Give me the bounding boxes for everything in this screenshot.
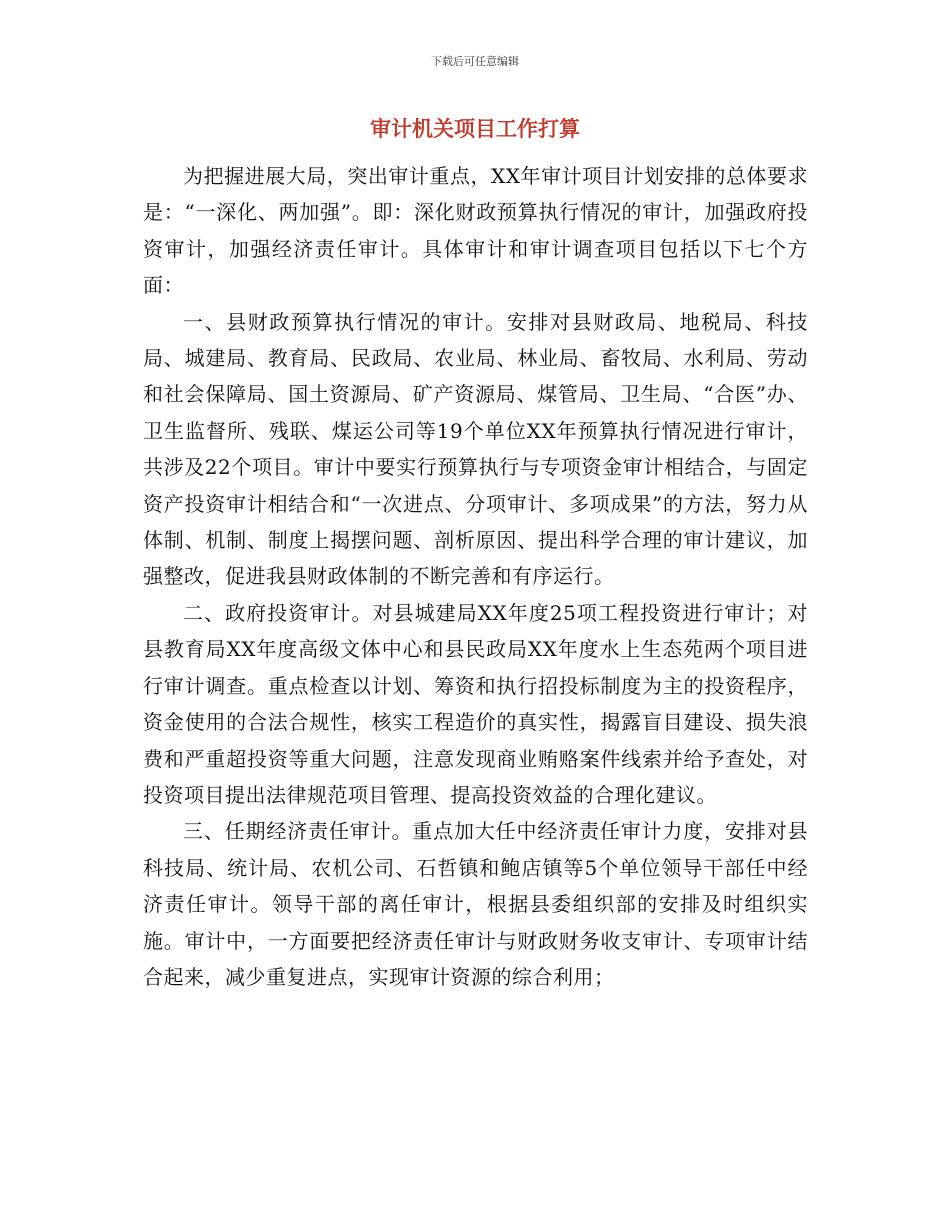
- document-body: [143, 158, 808, 995]
- paragraph-intro: 为把握进展大局，突出审计重点，XX年审计项目计划安排的总体要求是：“一深化、两加强”。即：深化财政预算执行情况的审计，加强政府投资审计，加强经济责任审计。具体审计和审计调查项目包括以下七个方面：: [143, 164, 808, 298]
- page-header-note: 下载后可任意编辑: [431, 55, 519, 68]
- paragraph-budget-audit: 一、县财政预算执行情况的审计。安排对县财政局、地税局、科技局、城建局、教育局、民政局、农业局、林业局、畜牧局、水利局、劳动和社会保障局、国土资源局、矿产资源局、煤管局、卫生局、“合医”办、卫生监督所、残联、煤运公司等19个单位XX年预算执行情况进行审计，共涉及22个项目。审计中要实行预算执行与专项资金审计相结合，与固定资产投资审计相结合和“一次进点、分项审计、多项成果”的方法，努力从体制、机制、制度上揭摆问题、剖析原因、提出科学合理的审计建议，加强整改，促进我县财政体制的不断完善和有序运行。: [143, 309, 808, 589]
- paragraph-responsibility-audit: 三、任期经济责任审计。重点加大任中经济责任审计力度，安排对县科技局、统计局、农机公司、石哲镇和鲍店镇等5个单位领导干部任中经济责任审计。领导干部的离任审计，根据县委组织部的安排及时组织实施。审计中，一方面要把经济责任审计与财政财务收支审计、专项审计结合起来，减少重复进点，实现审计资源的综合利用；: [143, 819, 808, 989]
- document-title: 审计机关项目工作打算: [370, 116, 580, 141]
- paragraph-investment-audit: 二、政府投资审计。对县城建局XX年度25项工程投资进行审计；对县教育局XX年度高级文体中心和县民政局XX年度水上生态苑两个项目进行审计调查。重点检查以计划、筹资和执行招投标制度为主的投资程序，资金使用的合法合规性，核实工程造价的真实性，揭露盲目建设、损失浪费和严重超投资等重大问题，注意发现商业贿赂案件线索并给予查处，对投资项目提出法律规范项目管理、提高投资效益的合理化建议。: [143, 600, 808, 807]
